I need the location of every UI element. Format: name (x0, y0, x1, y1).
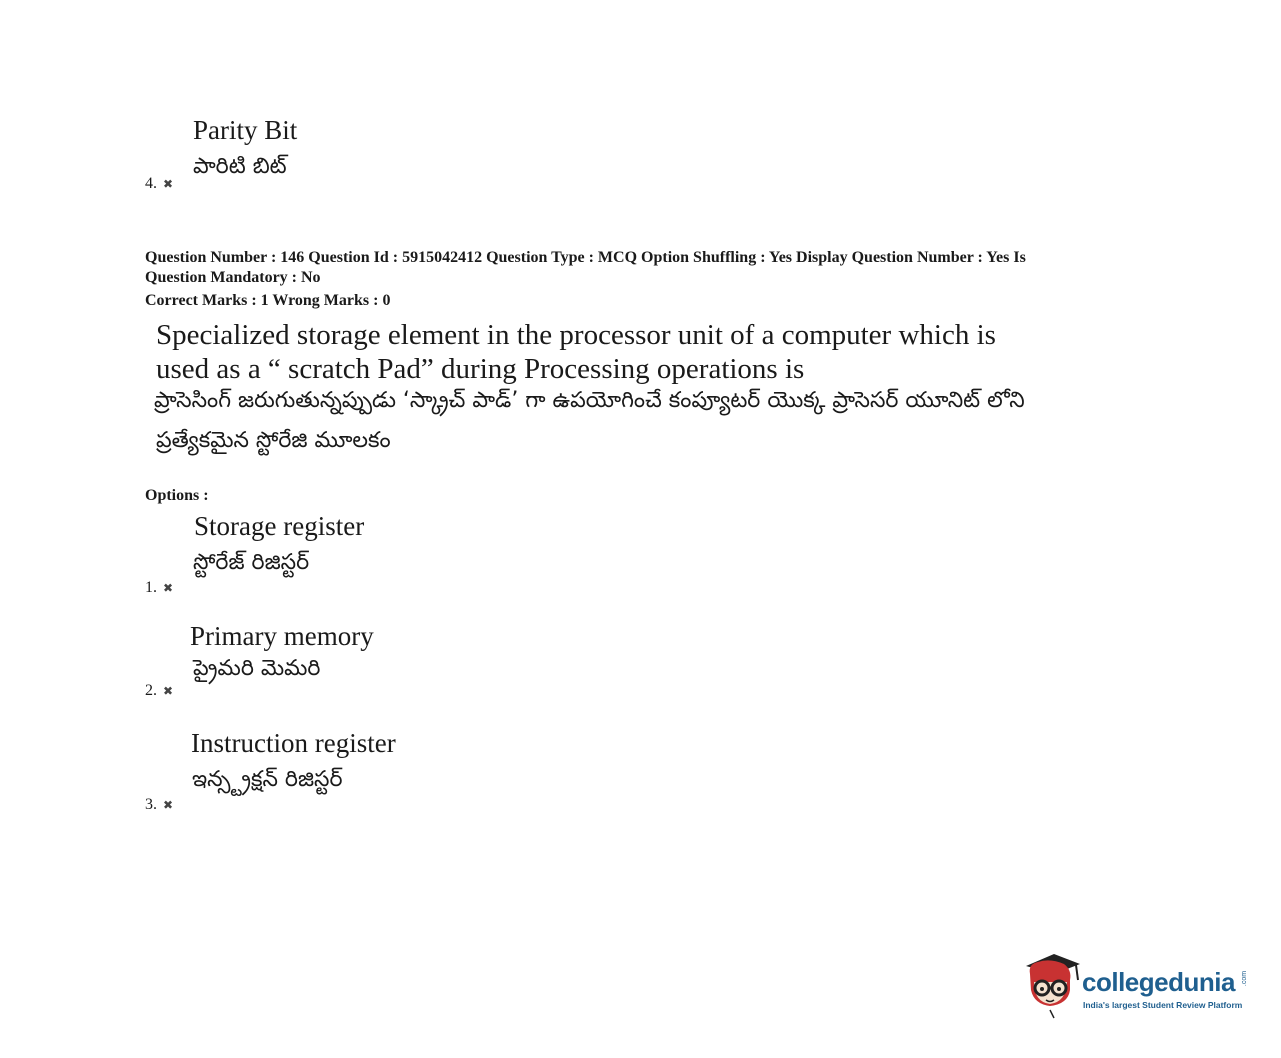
cross-icon: ✖ (163, 581, 174, 595)
question-telugu-line2: ప్రత్యేకమైన స్టోరేజి మూలకం (156, 428, 391, 453)
logo-wordmark: collegedunia (1082, 967, 1235, 997)
cross-icon: ✖ (163, 177, 174, 191)
prev-option-english: Parity Bit (193, 115, 298, 145)
question-meta-line1: Question Number : 146 Question Id : 5915042412 Question Type : MCQ Option Shuffling : Yes Display Question Number : Yes Is (145, 249, 1026, 266)
cross-icon: ✖ (163, 798, 174, 812)
option-1-number: 1. (145, 579, 157, 596)
option-1-telugu: స్టోరేజ్ రిజిస్టర్ (193, 550, 310, 575)
option-3-number-row (145, 796, 173, 814)
option-2-number: 2. (145, 682, 157, 699)
option-3-number: 3. (145, 796, 157, 813)
option-3-telugu: ఇన్స్ట్రక్షన్ రిజిస్టర్ (192, 767, 343, 792)
option-1-number-row (145, 579, 173, 597)
logo-tagline: India's largest Student Review Platform (1083, 1000, 1243, 1010)
student-mascot-icon (1020, 950, 1082, 1020)
prev-option-number: 4. (145, 175, 157, 192)
question-telugu-line1: ప్రాసెసింగ్ జరుగుతున్నప్పుడు ‘స్క్రాచ్ పాడ్’ గా ఉపయోగించే కంప్యూటర్ యొక్క ప్రాసెసర్ యూనిట్ లోని (154, 388, 1025, 413)
option-2-number-row (145, 682, 173, 700)
question-meta-line2: Question Mandatory : No (145, 269, 321, 286)
option-2-telugu: ప్రైమరి మెమరి (193, 656, 321, 681)
prev-option-number-row (145, 175, 173, 193)
logo-suffix: .com (1241, 970, 1249, 987)
prev-option-telugu: పారిటి బిట్ (193, 154, 287, 179)
question-english-line2: used as a “ scratch Pad” during Processing operations is (156, 353, 805, 385)
collegedunia-logo (1020, 950, 1250, 1020)
options-label: Options : (145, 487, 209, 504)
question-marks: Correct Marks : 1 Wrong Marks : 0 (145, 292, 391, 309)
cross-icon: ✖ (163, 684, 174, 698)
option-3-english: Instruction register (191, 728, 396, 758)
question-english-line1: Specialized storage element in the processor unit of a computer which is (156, 319, 996, 351)
option-2-english: Primary memory (190, 621, 374, 651)
option-1-english: Storage register (194, 511, 365, 541)
